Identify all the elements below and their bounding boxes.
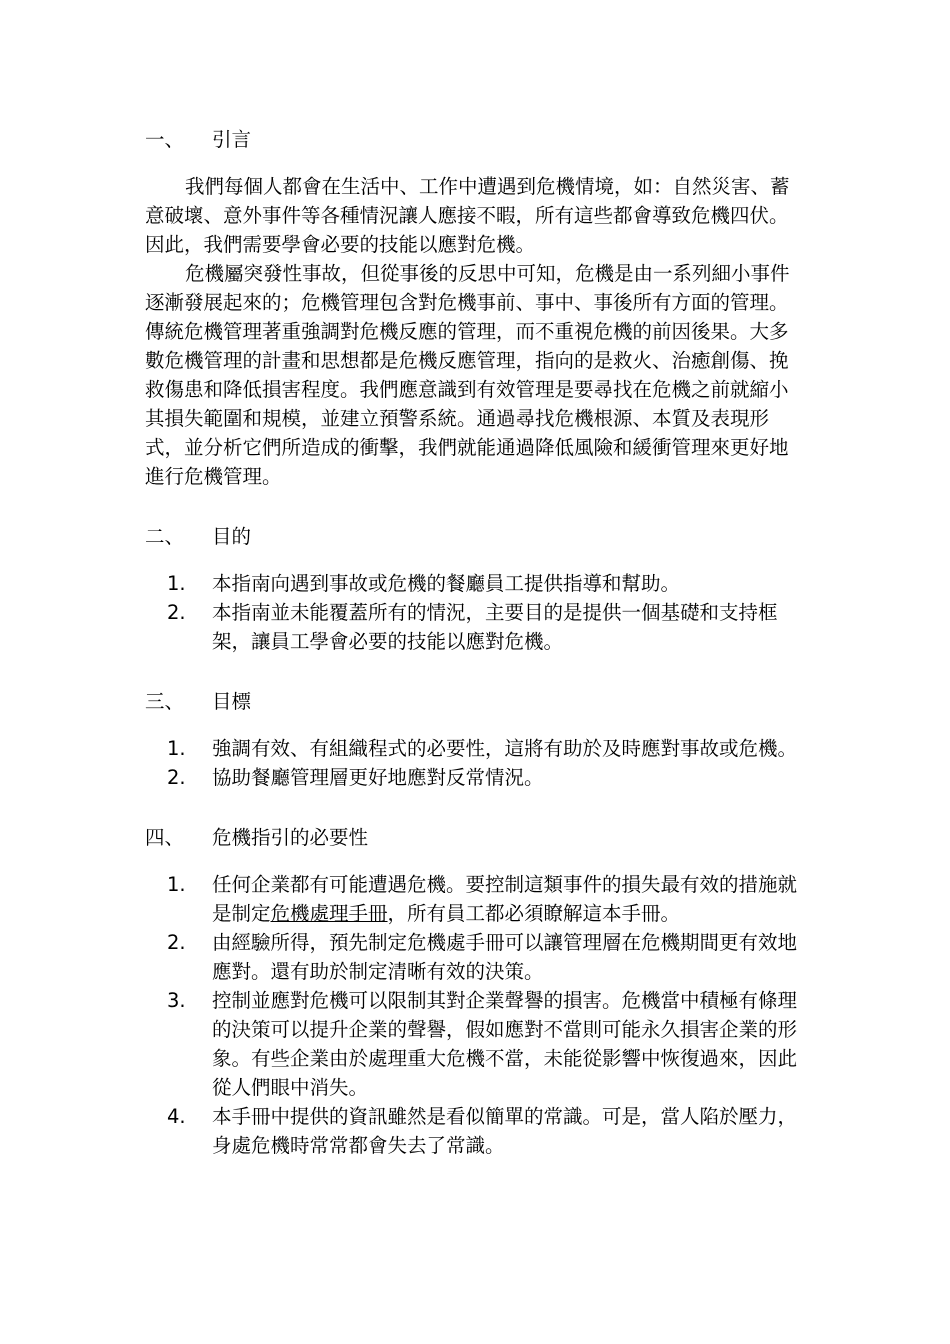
list-item [145,598,805,656]
list-item-number: 2. [167,766,186,789]
list-item [145,1102,805,1160]
list-item-text [212,870,805,928]
list-item-text: 本手冊中提供的資訊雖然是看似簡單的常識。可是，當人陷於壓力，身處危機時常常都會失去了常識。 [212,1105,798,1157]
list-item-number: 1. [167,737,186,760]
list-item [145,928,805,986]
list-item-text: 由經驗所得，預先制定危機處手冊可以讓管理層在危機期間更有效地應對。還有助於制定清晰有效的決策。 [212,931,798,983]
list-item [145,569,805,598]
list-item [145,870,805,928]
list-item [145,734,805,763]
section-heading-objectives [145,687,805,716]
section-title: 危機指引的必要性 [212,826,369,849]
purpose-list [145,569,805,656]
list-item-number: 2. [167,601,186,624]
section-spacer [145,656,805,687]
objectives-list [145,734,805,792]
document-body [145,125,805,1160]
section-spacer [145,792,805,823]
list-item-text: 協助餐廳管理層更好地應對反常情況。 [212,766,544,789]
necessity-list [145,870,805,1160]
list-item-text-after: ，所有員工都必須瞭解這本手冊。 [387,902,681,925]
section-number: 三、 [145,690,185,713]
crisis-manual-underlined-term: 危機處理手冊 [270,902,388,925]
list-item [145,763,805,792]
section-number: 一、 [145,128,185,151]
section-heading-purpose [145,522,805,551]
section-title: 引言 [212,128,252,151]
section-title: 目的 [212,525,252,548]
list-item-number: 3. [167,989,186,1012]
section-spacer [145,491,805,522]
list-item-text-before: 任何企業都有可能遭遇危機。要控制這類事件的損失最有效的措施就是制定 [212,873,798,925]
list-item-text: 本指南向遇到事故或危機的餐廳員工提供指導和幫助。 [212,572,681,595]
list-item-number: 2. [167,931,186,954]
section-heading-necessity [145,823,805,852]
list-item [145,986,805,1102]
section-heading-introduction [145,125,805,154]
list-item-text: 控制並應對危機可以限制其對企業聲譽的損害。危機當中積極有條理的決策可以提升企業的聲譽，假如應對不當則可能永久損害企業的形象。有些企業由於處理重大危機不當，未能從影響中恢復過來，因此從人們眼中消失。 [212,989,798,1099]
list-item-number: 1. [167,572,186,595]
list-item-number: 4. [167,1105,186,1128]
paragraph: 我們每個人都會在生活中、工作中遭遇到危機情境，如：自然災害、蓄意破壞、意外事件等各種情況讓人應接不暇，所有這些都會導致危機四伏。因此，我們需要學會必要的技能以應對危機。 [145,175,790,256]
list-item-text: 強調有效、有組織程式的必要性，這將有助於及時應對事故或危機。 [212,737,798,760]
section-title: 目標 [212,690,252,713]
list-item-number: 1. [167,873,186,896]
list-item-text: 本指南並未能覆蓋所有的情況，主要目的是提供一個基礎和支持框架，讓員工學會必要的技能以應對危機。 [212,601,778,653]
section-number: 四、 [145,826,185,849]
section-number: 二、 [145,525,185,548]
paragraph: 危機屬突發性事故，但從事後的反思中可知，危機是由一系列細小事件逐漸發展起來的；危機管理包含對危機事前、事中、事後所有方面的管理。傳統危機管理著重強調對危機反應的管理，而不重視危機的前因後果。大多數危機管理的計畫和思想都是危機反應管理，指向的是救火、治癒創傷、挽救傷患和降低損害程度。我們應意識到有效管理是要尋找在危機之前就縮小其損失範圍和規模，並建立預警系統。通過尋找危機根源、本質及表現形式，並分析它們所造成的衝擊，我們就能通過降低風險和緩衝管理來更好地進行危機管理。 [145,262,790,488]
